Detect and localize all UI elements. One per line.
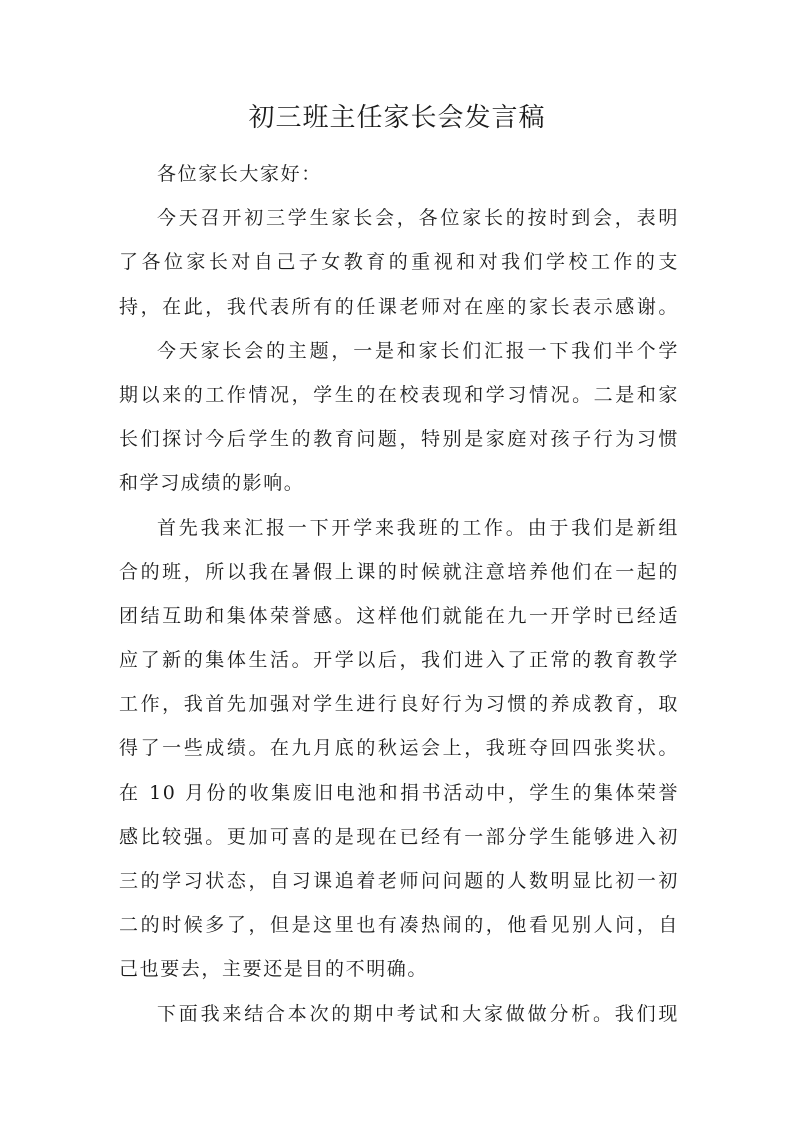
paragraph-line: 今天召开初三学生家长会，各位家长的按时到会，表明: [157, 207, 679, 230]
paragraph-line: 应了新的集体生活。开学以后，我们进入了正常的教育教学: [119, 649, 679, 672]
paragraph-line: 首先我来汇报一下开学来我班的工作。由于我们是新组: [157, 516, 679, 539]
paragraph-line: 团结互助和集体荣誉感。这样他们就能在九一开学时已经适: [119, 604, 679, 627]
greeting-line: 各位家长大家好：: [157, 163, 322, 185]
paragraph-line: 今天家长会的主题，一是和家长们汇报一下我们半个学: [157, 339, 679, 362]
paragraph-line: 和学习成绩的影响。: [119, 472, 305, 495]
paragraph-line: 己也要去，主要还是目的不明确。: [119, 958, 429, 981]
paragraph-line: 合的班，所以我在暑假上课的时候就注意培养他们在一起的: [119, 560, 679, 583]
paragraph-line: 得了一些成绩。在九月底的秋运会上，我班夺回四张奖状。: [119, 737, 679, 760]
paragraph-line: 三的学习状态，自习课追着老师问问题的人数明显比初一初: [119, 870, 679, 892]
paragraph-line: 在 10 月份的收集废旧电池和捐书活动中，学生的集体荣誉: [119, 781, 679, 804]
paragraph-line: 感比较强。更加可喜的是现在已经有一部分学生能够进入初: [119, 825, 679, 848]
document-body: [119, 152, 679, 1036]
paragraph-line: 下面我来结合本次的期中考试和大家做做分析。我们现: [157, 1002, 679, 1025]
document-title: 初三班主任家长会发言稿: [248, 103, 546, 133]
paragraph-line: 长们探讨今后学生的教育问题，特别是家庭对孩子行为习惯: [119, 428, 679, 451]
paragraph-line: 了各位家长对自己子女教育的重视和对我们学校工作的支: [119, 251, 679, 274]
paragraph-line: 二的时候多了，但是这里也有凑热闹的，他看见别人问，自: [119, 914, 679, 937]
paragraph-line: 期以来的工作情况，学生的在校表现和学习情况。二是和家: [119, 383, 679, 406]
paragraph-line: 工作，我首先加强对学生进行良好行为习惯的养成教育，取: [119, 693, 679, 716]
paragraph-line: 持，在此，我代表所有的任课老师对在座的家长表示感谢。: [119, 295, 679, 318]
